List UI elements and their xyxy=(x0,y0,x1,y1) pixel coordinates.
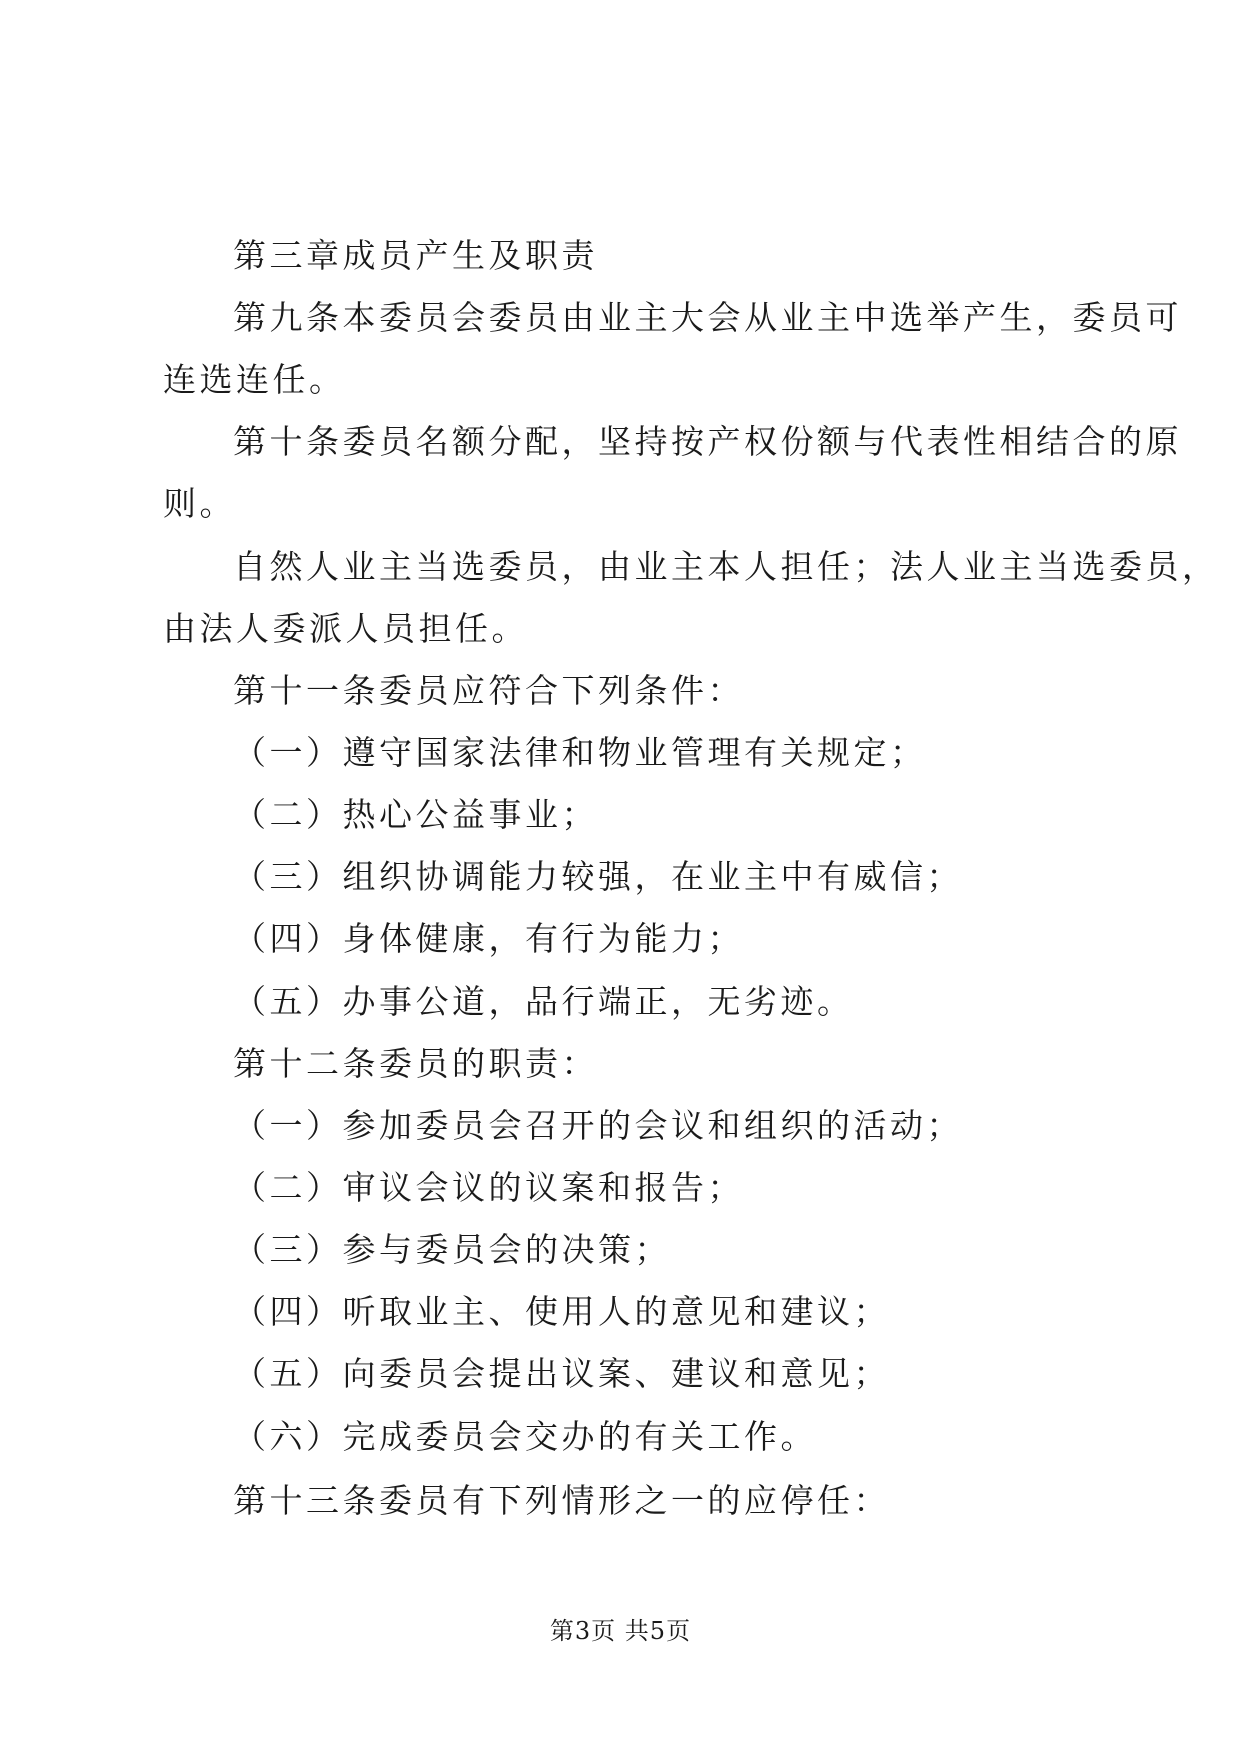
list-item: （五）向委员会提出议案、建议和意见； xyxy=(233,1354,890,1393)
list-item: （二）热心公益事业； xyxy=(233,795,598,834)
list-item: （二）审议会议的议案和报告； xyxy=(233,1168,744,1207)
list-item: （六）完成委员会交办的有关工作。 xyxy=(233,1417,817,1456)
article-9-line-1: 第九条本委员会委员由业主大会从业主中选举产生，委员可 xyxy=(233,298,1182,337)
list-item: （四）身体健康，有行为能力； xyxy=(233,919,744,958)
article-9-line-2: 连选连任。 xyxy=(163,360,346,399)
list-item: （一）参加委员会召开的会议和组织的活动； xyxy=(233,1106,963,1145)
page-number: 第3页 共5页 xyxy=(549,1617,692,1645)
article-10-line-1: 第十条委员名额分配，坚持按产权份额与代表性相结合的原 xyxy=(233,422,1182,461)
list-item: （三）参与委员会的决策； xyxy=(233,1230,671,1269)
paragraph-line-2: 由法人委派人员担任。 xyxy=(163,609,528,648)
paragraph-line-1: 自然人业主当选委员，由业主本人担任；法人业主当选委员， xyxy=(233,547,1219,586)
list-item: （四）听取业主、使用人的意见和建议； xyxy=(233,1292,890,1331)
list-item: （一）遵守国家法律和物业管理有关规定； xyxy=(233,733,927,772)
list-item: （三）组织协调能力较强，在业主中有威信； xyxy=(233,857,963,896)
article-11-heading: 第十一条委员应符合下列条件： xyxy=(233,671,744,710)
article-10-line-2: 则。 xyxy=(163,484,236,523)
article-12-heading: 第十二条委员的职责： xyxy=(233,1044,598,1083)
article-13-heading: 第十三条委员有下列情形之一的应停任： xyxy=(233,1481,890,1520)
list-item: （五）办事公道，品行端正，无劣迹。 xyxy=(233,982,854,1021)
chapter-heading: 第三章成员产生及职责 xyxy=(233,236,598,275)
